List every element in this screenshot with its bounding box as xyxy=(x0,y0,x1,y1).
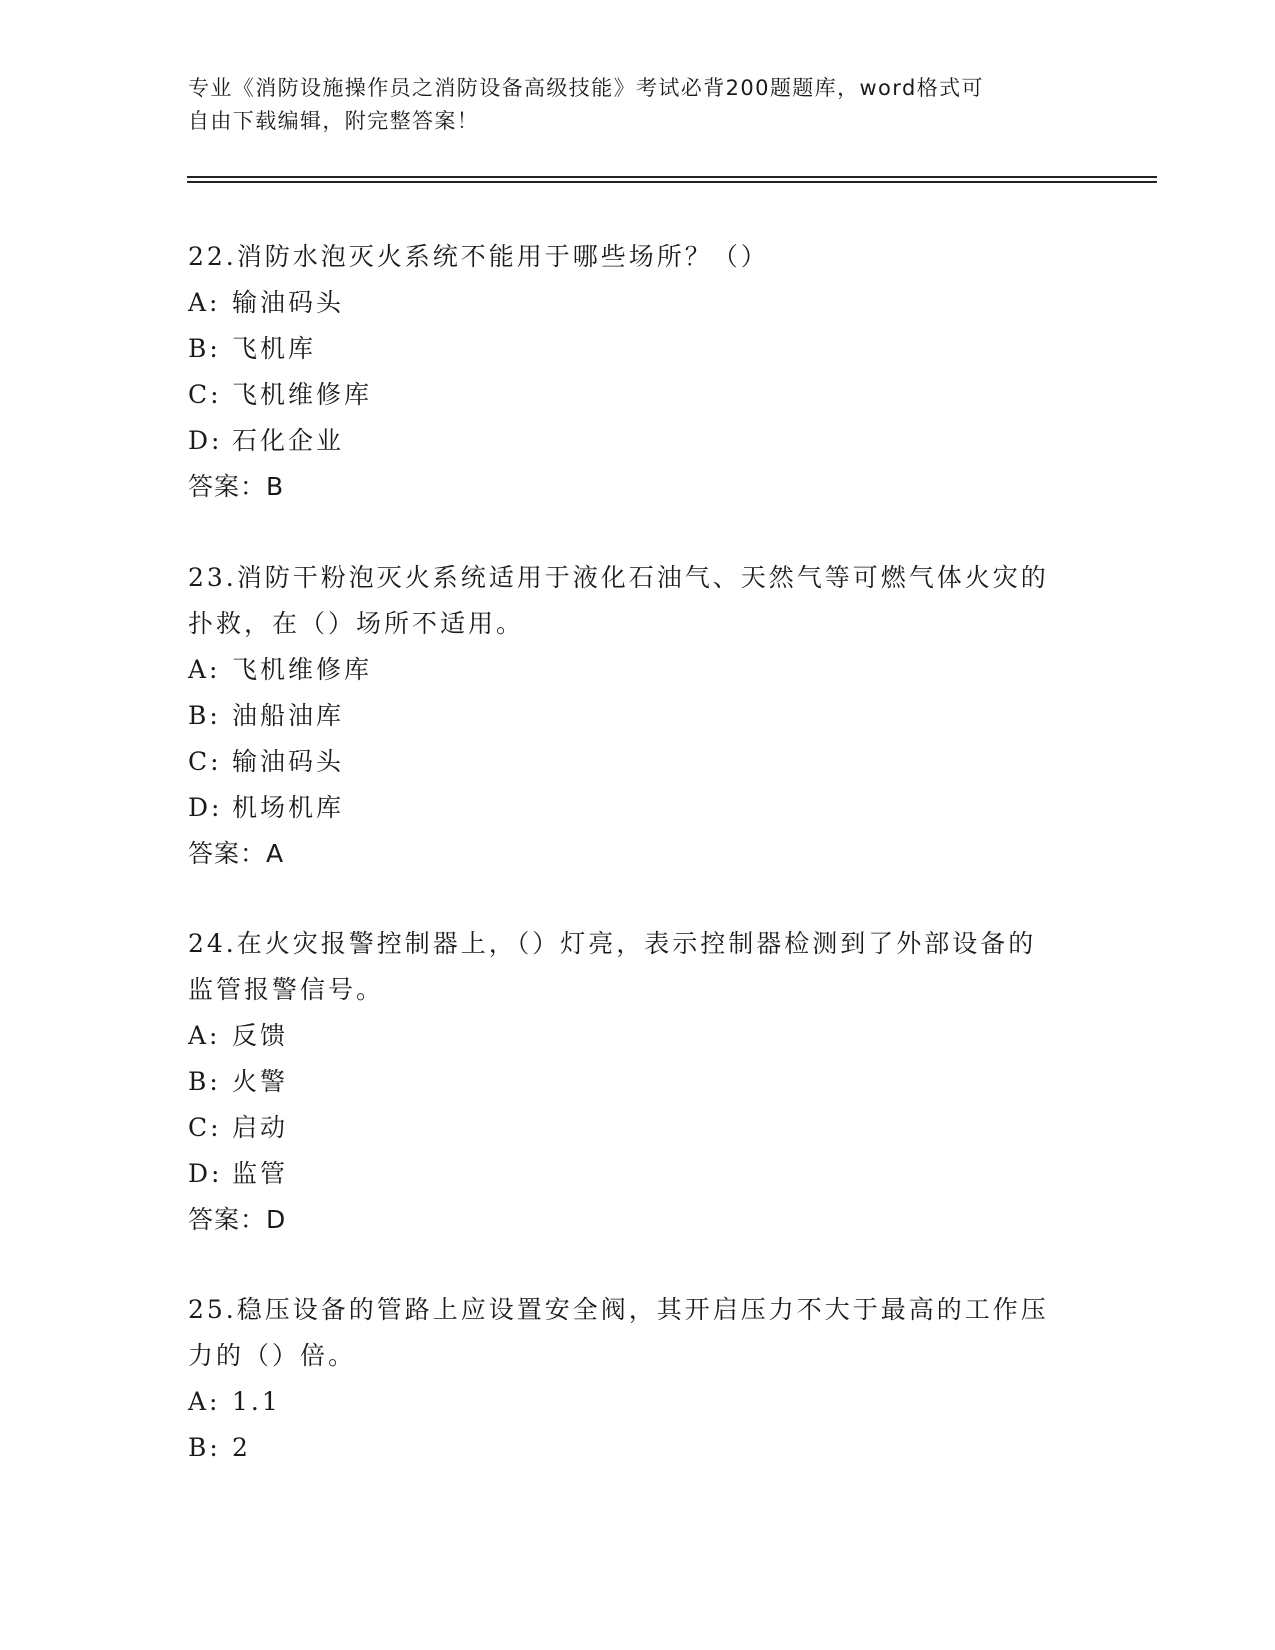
option-key: A: xyxy=(188,1021,221,1050)
answer: 答案：D xyxy=(188,1205,287,1234)
option-text: 飞机维修库 xyxy=(232,380,373,409)
question-stem xyxy=(188,234,1088,280)
option-a xyxy=(188,280,1088,326)
header-divider-top xyxy=(187,176,1157,178)
question-stem-line: 监管报警信号。 xyxy=(188,975,385,1004)
option-key: B: xyxy=(188,701,221,730)
question-24 xyxy=(188,921,1088,1243)
option-a xyxy=(188,1013,1088,1059)
option-b xyxy=(188,326,1088,372)
option-key: D: xyxy=(188,1159,223,1188)
option-key: C: xyxy=(188,747,222,776)
option-c xyxy=(188,1105,1088,1151)
question-stem-line: 25.稳压设备的管路上应设置安全阀，其开启压力不大于最高的工作压 xyxy=(188,1295,1049,1324)
answer: 答案：B xyxy=(188,472,285,501)
question-stem xyxy=(188,921,1088,1013)
option-text: 监管 xyxy=(232,1159,289,1188)
option-d xyxy=(188,1151,1088,1197)
question-25 xyxy=(188,1287,1088,1471)
option-b xyxy=(188,1059,1088,1105)
header-line-2: 自由下载编辑，附完整答案！ xyxy=(188,109,480,133)
option-key: A: xyxy=(188,655,221,684)
option-text: 飞机库 xyxy=(232,334,317,363)
option-text: 石化企业 xyxy=(232,426,345,455)
option-a xyxy=(188,1379,1088,1425)
option-key: B: xyxy=(188,334,221,363)
option-text: 火警 xyxy=(232,1067,289,1096)
option-text: 机场机库 xyxy=(232,793,345,822)
document-header xyxy=(188,72,1088,138)
option-text: 输油码头 xyxy=(232,288,345,317)
option-key: A: xyxy=(188,1387,221,1416)
option-text: 2 xyxy=(232,1433,251,1462)
option-key: C: xyxy=(188,380,222,409)
option-text: 反馈 xyxy=(232,1021,289,1050)
option-b xyxy=(188,693,1088,739)
option-a xyxy=(188,647,1088,693)
question-stem-line: 24.在火灾报警控制器上，（）灯亮，表示控制器检测到了外部设备的 xyxy=(188,929,1037,958)
option-key: A: xyxy=(188,288,221,317)
option-key: B: xyxy=(188,1433,221,1462)
option-text: 输油码头 xyxy=(232,747,345,776)
question-stem-line: 22.消防水泡灭火系统不能用于哪些场所？（） xyxy=(188,242,769,271)
option-c xyxy=(188,739,1088,785)
answer: 答案：A xyxy=(188,839,285,868)
option-key: D: xyxy=(188,426,223,455)
option-key: C: xyxy=(188,1113,222,1142)
option-text: 1.1 xyxy=(232,1387,281,1416)
option-d xyxy=(188,418,1088,464)
option-text: 启动 xyxy=(232,1113,289,1142)
option-c xyxy=(188,372,1088,418)
option-d xyxy=(188,785,1088,831)
option-key: D: xyxy=(188,793,223,822)
option-text: 飞机维修库 xyxy=(232,655,373,684)
question-22 xyxy=(188,234,1088,510)
header-line-1: 专业《消防设施操作员之消防设备高级技能》考试必背200题题库，word格式可 xyxy=(188,76,984,100)
question-stem xyxy=(188,1287,1088,1379)
question-stem-line: 23.消防干粉泡灭火系统适用于液化石油气、天然气等可燃气体火灾的 xyxy=(188,563,1049,592)
question-stem xyxy=(188,555,1088,647)
header-divider-bottom xyxy=(187,181,1157,183)
option-key: B: xyxy=(188,1067,221,1096)
question-stem-line: 扑救，在（）场所不适用。 xyxy=(188,609,525,638)
option-text: 油船油库 xyxy=(232,701,345,730)
question-stem-line: 力的（）倍。 xyxy=(188,1341,357,1370)
option-b xyxy=(188,1425,1088,1471)
question-23 xyxy=(188,555,1088,877)
